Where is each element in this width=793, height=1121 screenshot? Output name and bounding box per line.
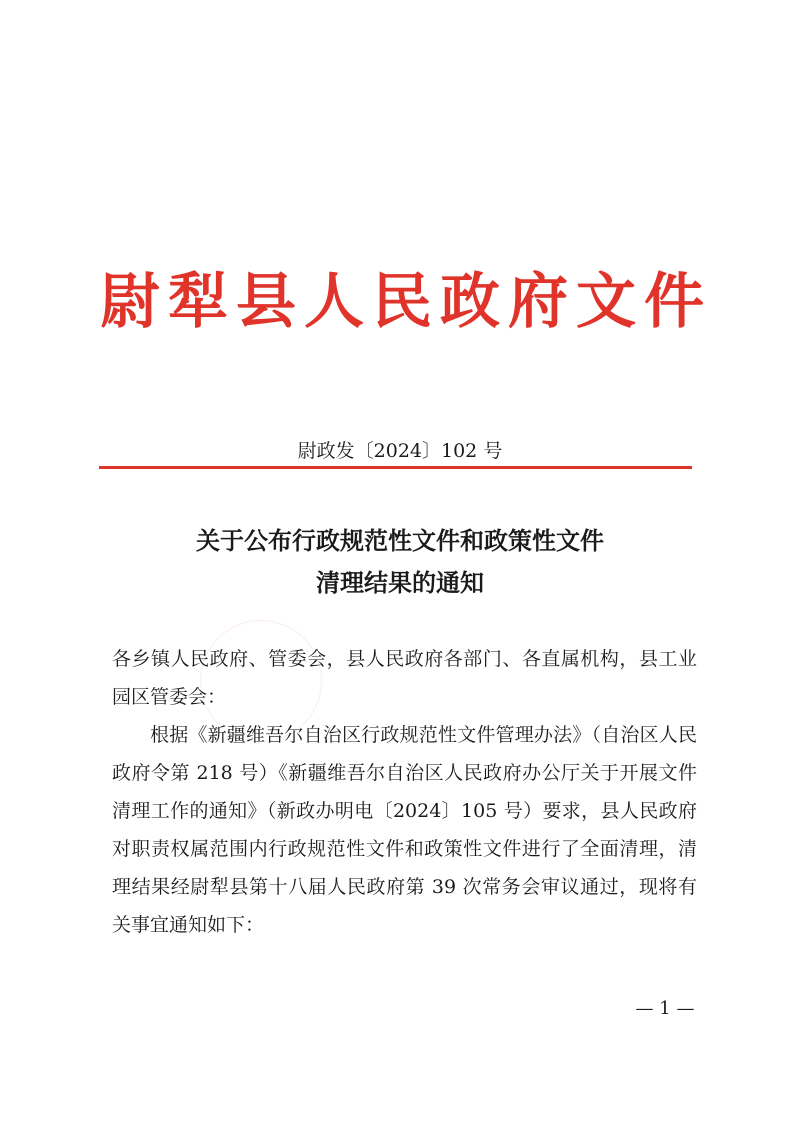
document-body: [112, 640, 697, 944]
issuer-title: 尉犁县人民政府文件: [100, 267, 712, 337]
document-number: 尉政发〔2024〕102 号: [297, 440, 503, 462]
document-title: [100, 520, 700, 604]
page-number: — 1 —: [635, 998, 695, 1019]
body-paragraph-1: 根据《新疆维吾尔自治区行政规范性文件管理办法》（自治区人民政府令第 218 号）《新疆维吾尔自治区人民政府办公厅关于开展文件清理工作的通知》（新政办明电〔2024〕105 号）要求，县人民政府对职责权属范围内行政规范性文件和政策性文件进行了全面清理，清理结果经尉犁县第十八届人民政府第 39 次常务会审议通过，现将有关事宜通知如下：: [112, 724, 697, 936]
document-title-line-2: 清理结果的通知: [316, 568, 484, 597]
document-title-line-1: 关于公布行政规范性文件和政策性文件: [196, 526, 604, 555]
salutation: 各乡镇人民政府、管委会，县人民政府各部门、各直属机构，县工业园区管委会：: [112, 648, 697, 708]
red-separator-line: [99, 466, 692, 469]
